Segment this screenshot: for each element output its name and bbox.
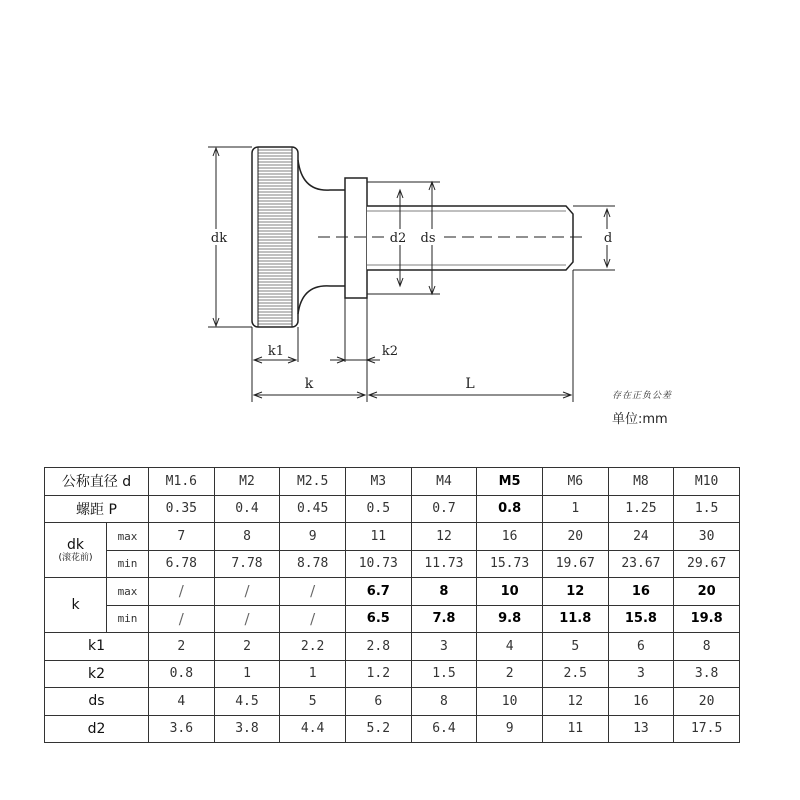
pitch-cell: 0.35 bbox=[149, 495, 215, 523]
k-max-cell: / bbox=[149, 578, 215, 606]
size-cell: M5 bbox=[477, 468, 543, 496]
d2-cell: 3.6 bbox=[149, 715, 215, 743]
k2-cell: 1 bbox=[280, 660, 346, 688]
ds-cell: 6 bbox=[345, 688, 411, 716]
unit-note: 单位:mm bbox=[612, 412, 668, 427]
dk-min-cell: 23.67 bbox=[608, 550, 674, 578]
k-max-cell: 16 bbox=[608, 578, 674, 606]
k2-cell: 1 bbox=[214, 660, 280, 688]
size-cell: M3 bbox=[345, 468, 411, 496]
k-min-cell: 9.8 bbox=[477, 605, 543, 633]
pitch-cell: 0.8 bbox=[477, 495, 543, 523]
k-dimension bbox=[254, 392, 365, 398]
d2-row-label: d2 bbox=[45, 715, 149, 743]
collar bbox=[345, 178, 367, 298]
spec-table bbox=[44, 467, 740, 743]
dk-max-cell: 8 bbox=[214, 523, 280, 551]
k2-cell: 1.5 bbox=[411, 660, 477, 688]
k-min-cell: / bbox=[280, 605, 346, 633]
row-k1 bbox=[45, 633, 740, 661]
k-row-label: k bbox=[45, 578, 107, 633]
k-min-cell: 19.8 bbox=[674, 605, 740, 633]
k-min-cell: 7.8 bbox=[411, 605, 477, 633]
dk-row-label bbox=[45, 523, 107, 578]
dk-min-cell: 10.73 bbox=[345, 550, 411, 578]
row-k-min bbox=[45, 605, 740, 633]
extension-lines bbox=[252, 270, 573, 402]
d2-cell: 9 bbox=[477, 715, 543, 743]
max-label: max bbox=[107, 578, 149, 606]
size-cell: M10 bbox=[674, 468, 740, 496]
dk-max-cell: 30 bbox=[674, 523, 740, 551]
d2-cell: 3.8 bbox=[214, 715, 280, 743]
dk-note-text: (滚花前) bbox=[58, 553, 93, 563]
dk-max-cell: 20 bbox=[542, 523, 608, 551]
k-max-cell: / bbox=[280, 578, 346, 606]
k1-cell: 8 bbox=[674, 633, 740, 661]
k-max-cell: 10 bbox=[477, 578, 543, 606]
row-ds bbox=[45, 688, 740, 716]
ds-cell: 4 bbox=[149, 688, 215, 716]
d2-cell: 6.4 bbox=[411, 715, 477, 743]
k-max-cell: 6.7 bbox=[345, 578, 411, 606]
k2-cell: 3 bbox=[608, 660, 674, 688]
k2-cell: 3.8 bbox=[674, 660, 740, 688]
knurled-head bbox=[252, 147, 298, 327]
k1-cell: 2.8 bbox=[345, 633, 411, 661]
k-min-cell: 11.8 bbox=[542, 605, 608, 633]
dk-min-cell: 19.67 bbox=[542, 550, 608, 578]
dk-min-cell: 6.78 bbox=[149, 550, 215, 578]
size-cell: M2 bbox=[214, 468, 280, 496]
tolerance-note: 存在正负公差 bbox=[612, 391, 673, 401]
row-dk-min bbox=[45, 550, 740, 578]
size-cell: M4 bbox=[411, 468, 477, 496]
pitch-cell: 1.25 bbox=[608, 495, 674, 523]
k1-cell: 2 bbox=[214, 633, 280, 661]
min-label: min bbox=[107, 550, 149, 578]
ds-cell: 12 bbox=[542, 688, 608, 716]
L-label: L bbox=[465, 376, 475, 392]
ds-cell: 10 bbox=[477, 688, 543, 716]
row-k2 bbox=[45, 660, 740, 688]
size-cell: M6 bbox=[542, 468, 608, 496]
dk-min-cell: 7.78 bbox=[214, 550, 280, 578]
k1-cell: 3 bbox=[411, 633, 477, 661]
dk-label: dk bbox=[210, 231, 228, 246]
k1-cell: 2.2 bbox=[280, 633, 346, 661]
max-label: max bbox=[107, 523, 149, 551]
ds-cell: 16 bbox=[608, 688, 674, 716]
ds-cell: 5 bbox=[280, 688, 346, 716]
k-label: k bbox=[304, 376, 314, 392]
ds-cell: 4.5 bbox=[214, 688, 280, 716]
row-nominal-diameter bbox=[45, 468, 740, 496]
pitch-label: 螺距 P bbox=[45, 495, 149, 523]
k2-label: k2 bbox=[381, 344, 399, 359]
ds-cell: 8 bbox=[411, 688, 477, 716]
k-min-cell: / bbox=[149, 605, 215, 633]
dk-min-cell: 29.67 bbox=[674, 550, 740, 578]
dk-max-cell: 9 bbox=[280, 523, 346, 551]
k-max-cell: 8 bbox=[411, 578, 477, 606]
k2-cell: 2 bbox=[477, 660, 543, 688]
k-min-cell: 15.8 bbox=[608, 605, 674, 633]
dk-max-cell: 24 bbox=[608, 523, 674, 551]
dk-label-text: dk bbox=[67, 537, 84, 553]
k2-row-label: k2 bbox=[45, 660, 149, 688]
dk-min-cell: 8.78 bbox=[280, 550, 346, 578]
pitch-cell: 1.5 bbox=[674, 495, 740, 523]
pitch-cell: 0.4 bbox=[214, 495, 280, 523]
k1-cell: 2 bbox=[149, 633, 215, 661]
row-k-max bbox=[45, 578, 740, 606]
size-cell: M2.5 bbox=[280, 468, 346, 496]
header-label: 公称直径 d bbox=[45, 468, 149, 496]
k-min-cell: 6.5 bbox=[345, 605, 411, 633]
d-label: d bbox=[603, 231, 613, 246]
k2-cell: 1.2 bbox=[345, 660, 411, 688]
row-d2 bbox=[45, 715, 740, 743]
neck-fillet-bottom bbox=[298, 286, 345, 314]
neck-fillet-top bbox=[298, 160, 345, 190]
k-max-cell: / bbox=[214, 578, 280, 606]
d2-cell: 17.5 bbox=[674, 715, 740, 743]
d2-cell: 13 bbox=[608, 715, 674, 743]
d2-label: d2 bbox=[389, 231, 407, 246]
k1-label: k1 bbox=[267, 344, 285, 359]
row-dk-max bbox=[45, 523, 740, 551]
ds-cell: 20 bbox=[674, 688, 740, 716]
pitch-cell: 0.45 bbox=[280, 495, 346, 523]
k1-cell: 6 bbox=[608, 633, 674, 661]
min-label: min bbox=[107, 605, 149, 633]
ds-label: ds bbox=[420, 231, 436, 246]
row-pitch bbox=[45, 495, 740, 523]
k2-cell: 2.5 bbox=[542, 660, 608, 688]
d2-cell: 4.4 bbox=[280, 715, 346, 743]
L-dimension bbox=[369, 392, 571, 398]
d2-cell: 11 bbox=[542, 715, 608, 743]
d2-cell: 5.2 bbox=[345, 715, 411, 743]
dk-max-cell: 16 bbox=[477, 523, 543, 551]
size-cell: M1.6 bbox=[149, 468, 215, 496]
k1-cell: 4 bbox=[477, 633, 543, 661]
k-min-cell: / bbox=[214, 605, 280, 633]
size-cell: M8 bbox=[608, 468, 674, 496]
dk-min-cell: 11.73 bbox=[411, 550, 477, 578]
k1-cell: 5 bbox=[542, 633, 608, 661]
dk-min-cell: 15.73 bbox=[477, 550, 543, 578]
pitch-cell: 0.5 bbox=[345, 495, 411, 523]
k-max-cell: 12 bbox=[542, 578, 608, 606]
ds-row-label: ds bbox=[45, 688, 149, 716]
pitch-cell: 1 bbox=[542, 495, 608, 523]
k1-row-label: k1 bbox=[45, 633, 149, 661]
dk-max-cell: 11 bbox=[345, 523, 411, 551]
k2-cell: 0.8 bbox=[149, 660, 215, 688]
k2-dimension bbox=[330, 357, 380, 363]
dk-max-cell: 7 bbox=[149, 523, 215, 551]
dk-max-cell: 12 bbox=[411, 523, 477, 551]
pitch-cell: 0.7 bbox=[411, 495, 477, 523]
k-max-cell: 20 bbox=[674, 578, 740, 606]
